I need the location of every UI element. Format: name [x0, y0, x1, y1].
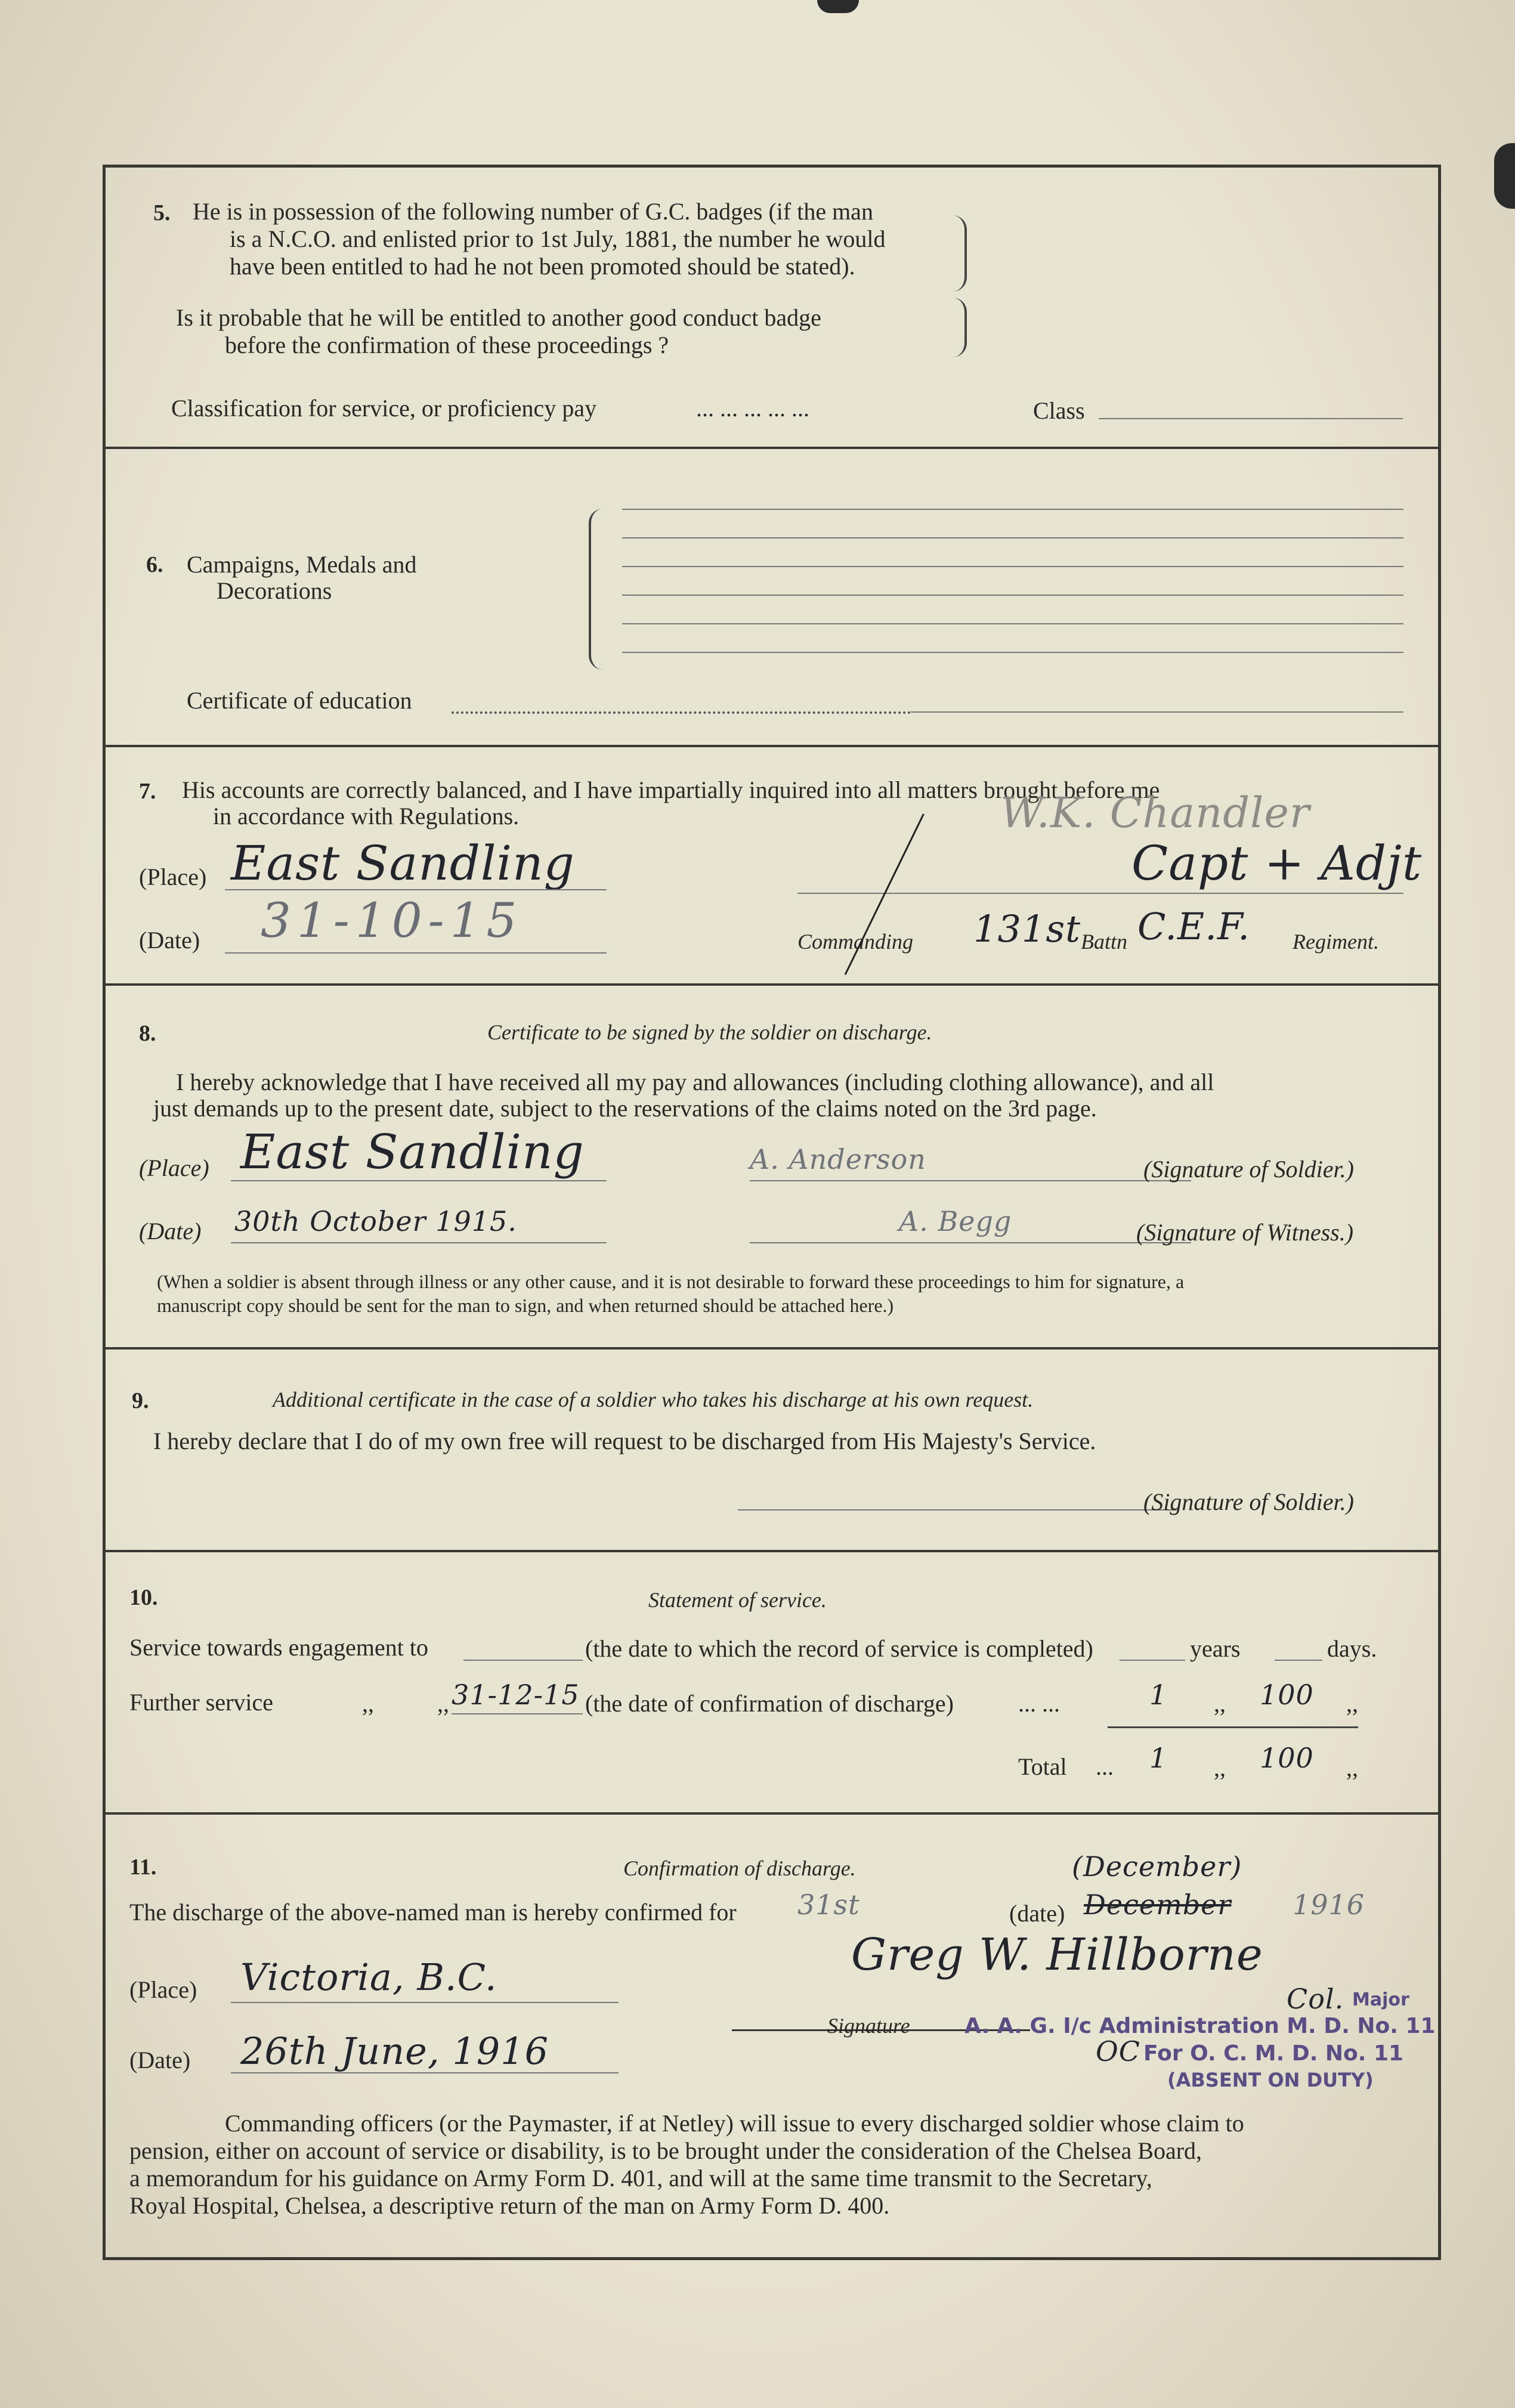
section-number: 6.	[146, 552, 163, 577]
s5-line1: He is in possession of the following number of G.C. badges (if the man	[193, 198, 873, 225]
handwritten-oc: OC	[1096, 2035, 1140, 2067]
month-correction: (December)	[1072, 1850, 1242, 1883]
s11-note1: Commanding officers (or the Paymaster, if at Netley) will issue to every discharged soldier whose claim to	[225, 2110, 1244, 2137]
class-line	[1099, 418, 1403, 419]
officer-signature: W.K. Chandler	[1000, 788, 1310, 837]
brace	[589, 509, 603, 670]
date-label: (Date)	[139, 1218, 202, 1245]
soldier-signature: A. Anderson	[750, 1143, 926, 1175]
date-line	[231, 1242, 607, 1243]
witness-signature: A. Begg	[899, 1205, 1012, 1237]
row2-years: 1	[1149, 1679, 1168, 1711]
s9-heading: Additional certificate in the case of a soldier who takes his discharge at his own request.	[273, 1388, 1034, 1412]
soldier-line	[738, 1509, 1179, 1511]
date-label: (Date)	[139, 927, 200, 954]
witness-line	[750, 1242, 1191, 1243]
date-value: 31-10-15	[261, 893, 523, 948]
row1-date-line	[463, 1660, 583, 1661]
commanding-label: Commanding	[797, 930, 914, 954]
total-leader: ...	[1096, 1753, 1114, 1780]
day-value: 31st	[797, 1889, 860, 1921]
classification-leader: ... ... ... ... ...	[696, 395, 809, 422]
date2-value: 26th June, 1916	[240, 2029, 549, 2073]
regiment-value: C.E.F.	[1137, 905, 1250, 948]
s11-line1: The discharge of the above-named man is hereby confirmed for	[129, 1899, 737, 1926]
section-9	[106, 1350, 1438, 1552]
section-7	[106, 747, 1438, 986]
confirming-signature: Greg W. Hillborne	[851, 1929, 1263, 1980]
section-number: 9.	[132, 1388, 149, 1413]
s5-question1: Is it probable that he will be entitled to another good conduct badge	[176, 304, 821, 331]
ditto-mark: ,,	[437, 1690, 449, 1717]
section-6	[106, 449, 1438, 747]
form-frame	[103, 165, 1441, 2260]
place-line	[231, 1180, 607, 1181]
row2-leader: ... ...	[1018, 1690, 1060, 1717]
total-label: Total	[1018, 1753, 1067, 1780]
ditto-mark: ,,	[1214, 1690, 1226, 1717]
place-line	[225, 889, 607, 890]
ditto-mark: ,,	[1346, 1754, 1358, 1781]
row2-mid: (the date of confirmation of discharge)	[585, 1690, 954, 1717]
s9-line1: I hereby declare that I do of my own free will request to be discharged from His Majesty's Service.	[153, 1428, 1096, 1454]
battn-value: 131st	[973, 907, 1081, 951]
s5-line3: have been entitled to had he not been promoted should be stated).	[230, 253, 855, 280]
class-label: Class	[1033, 397, 1085, 424]
brace	[953, 298, 967, 357]
row1-label: Service towards engagement to	[129, 1634, 428, 1661]
ditto-mark: ,,	[1346, 1690, 1358, 1717]
s5-line2: is a N.C.O. and enlisted prior to 1st July, 1881, the number he would	[230, 225, 886, 252]
place-value: Victoria, B.C.	[240, 1955, 497, 1999]
education-label: Certificate of education	[187, 687, 412, 714]
soldier-label: (Signature of Soldier.)	[1143, 1156, 1354, 1183]
years-label: years	[1190, 1635, 1241, 1662]
section-number: 10.	[129, 1585, 158, 1610]
row2-date: 31-12-15	[452, 1679, 580, 1711]
stamp-line-1: A. A. G. I/c Administration M. D. No. 11	[964, 2014, 1436, 2038]
witness-label: (Signature of Witness.)	[1136, 1219, 1354, 1246]
place-label: (Place)	[129, 1976, 197, 2003]
section-8	[106, 986, 1438, 1350]
s8-line1: I hereby acknowledge that I have received all my pay and allowances (including clothing allowance), and all	[176, 1069, 1214, 1095]
campaign-line-1	[622, 509, 1403, 510]
section-5	[106, 168, 1438, 449]
soldier-label: (Signature of Soldier.)	[1143, 1488, 1354, 1515]
s10-heading: Statement of service.	[648, 1588, 827, 1612]
edge-tear-right	[1494, 143, 1515, 209]
section-10	[106, 1552, 1438, 1815]
campaign-line-5	[622, 623, 1403, 624]
education-dotted-line	[452, 711, 911, 714]
days-label: days.	[1327, 1635, 1377, 1662]
section-number: 11.	[129, 1855, 157, 1880]
section-number: 7.	[139, 779, 156, 804]
section-number: 5.	[153, 200, 171, 225]
date-value: 30th October 1915.	[234, 1205, 517, 1237]
signature-line	[797, 893, 1403, 894]
s5-question2: before the confirmation of these proceedings ?	[225, 332, 669, 358]
section-number: 8.	[139, 1021, 156, 1046]
total-rule	[1108, 1726, 1358, 1728]
year-value: 1916	[1293, 1889, 1365, 1921]
total-days: 100	[1260, 1742, 1314, 1774]
signature-label: Signature	[827, 2014, 910, 2038]
campaigns-label-1: Campaigns, Medals and	[187, 551, 417, 578]
edge-tear-top	[817, 0, 859, 13]
place-value: East Sandling	[231, 835, 575, 891]
ditto-mark: ,,	[1214, 1754, 1226, 1781]
education-line	[911, 711, 1403, 713]
handwritten-col: Col.	[1287, 1983, 1344, 2015]
row1-mid: (the date to which the record of service is completed)	[585, 1635, 1093, 1662]
stamp-major: Major	[1352, 1989, 1409, 2010]
rank-value: Capt + Adjt	[1131, 835, 1423, 891]
row2-days: 100	[1260, 1679, 1314, 1711]
s7-line1: His accounts are correctly balanced, and I have impartially inquired into all matters brought before me	[182, 776, 1160, 803]
date2-label: (Date)	[129, 2047, 191, 2073]
s11-note2: pension, either on account of service or disability, is to be brought under the consideration of the Chelsea Board,	[129, 2137, 1202, 2164]
total-years: 1	[1149, 1742, 1168, 1774]
campaign-line-2	[622, 537, 1403, 538]
row1-years-line	[1120, 1660, 1185, 1661]
campaigns-label-2: Decorations	[217, 577, 332, 604]
place-label: (Place)	[139, 863, 207, 890]
date2-line	[231, 2072, 619, 2073]
soldier-line	[750, 1180, 1191, 1181]
s11-note3: a memorandum for his guidance on Army Form D. 401, and will at the same time transmit to the Secretary,	[129, 2165, 1152, 2192]
s7-line2: in accordance with Regulations.	[213, 803, 520, 830]
regiment-label: Regiment.	[1293, 930, 1379, 954]
place-line	[231, 2002, 619, 2003]
month-value: December	[1084, 1889, 1232, 1921]
ditto-mark: ,,	[362, 1690, 374, 1717]
brace	[953, 215, 967, 292]
stamp-line-2: For O. C. M. D. No. 11	[1143, 2041, 1404, 2066]
s8-line2: just demands up to the present date, subject to the reservations of the claims noted on the 3rd page.	[153, 1095, 1097, 1122]
row2-date-line	[452, 1713, 583, 1714]
campaign-line-3	[622, 566, 1403, 567]
battn-label: Battn	[1081, 930, 1127, 954]
stamp-line-3: (ABSENT ON DUTY)	[1167, 2069, 1374, 2091]
place-value: East Sandling	[240, 1124, 585, 1180]
row2-label: Further service	[129, 1689, 274, 1716]
s8-note1: (When a soldier is absent through illness or any other cause, and it is not desirable to forward these proceedings to him for signature, a	[157, 1271, 1185, 1292]
place-label: (Place)	[139, 1155, 209, 1181]
s8-heading: Certificate to be signed by the soldier on discharge.	[487, 1020, 932, 1044]
campaign-line-6	[622, 652, 1403, 653]
s11-heading: Confirmation of discharge.	[623, 1856, 856, 1880]
date-line	[225, 952, 607, 954]
row1-days-line	[1275, 1660, 1322, 1661]
section-11	[106, 1815, 1438, 2263]
s8-note2: manuscript copy should be sent for the man to sign, and when returned should be attached here.)	[157, 1295, 894, 1316]
classification-label: Classification for service, or proficiency pay	[171, 395, 597, 422]
s11-note4: Royal Hospital, Chelsea, a descriptive return of the man on Army Form D. 400.	[129, 2192, 890, 2219]
date-label: (date)	[1009, 1900, 1065, 1927]
campaign-line-4	[622, 595, 1403, 596]
